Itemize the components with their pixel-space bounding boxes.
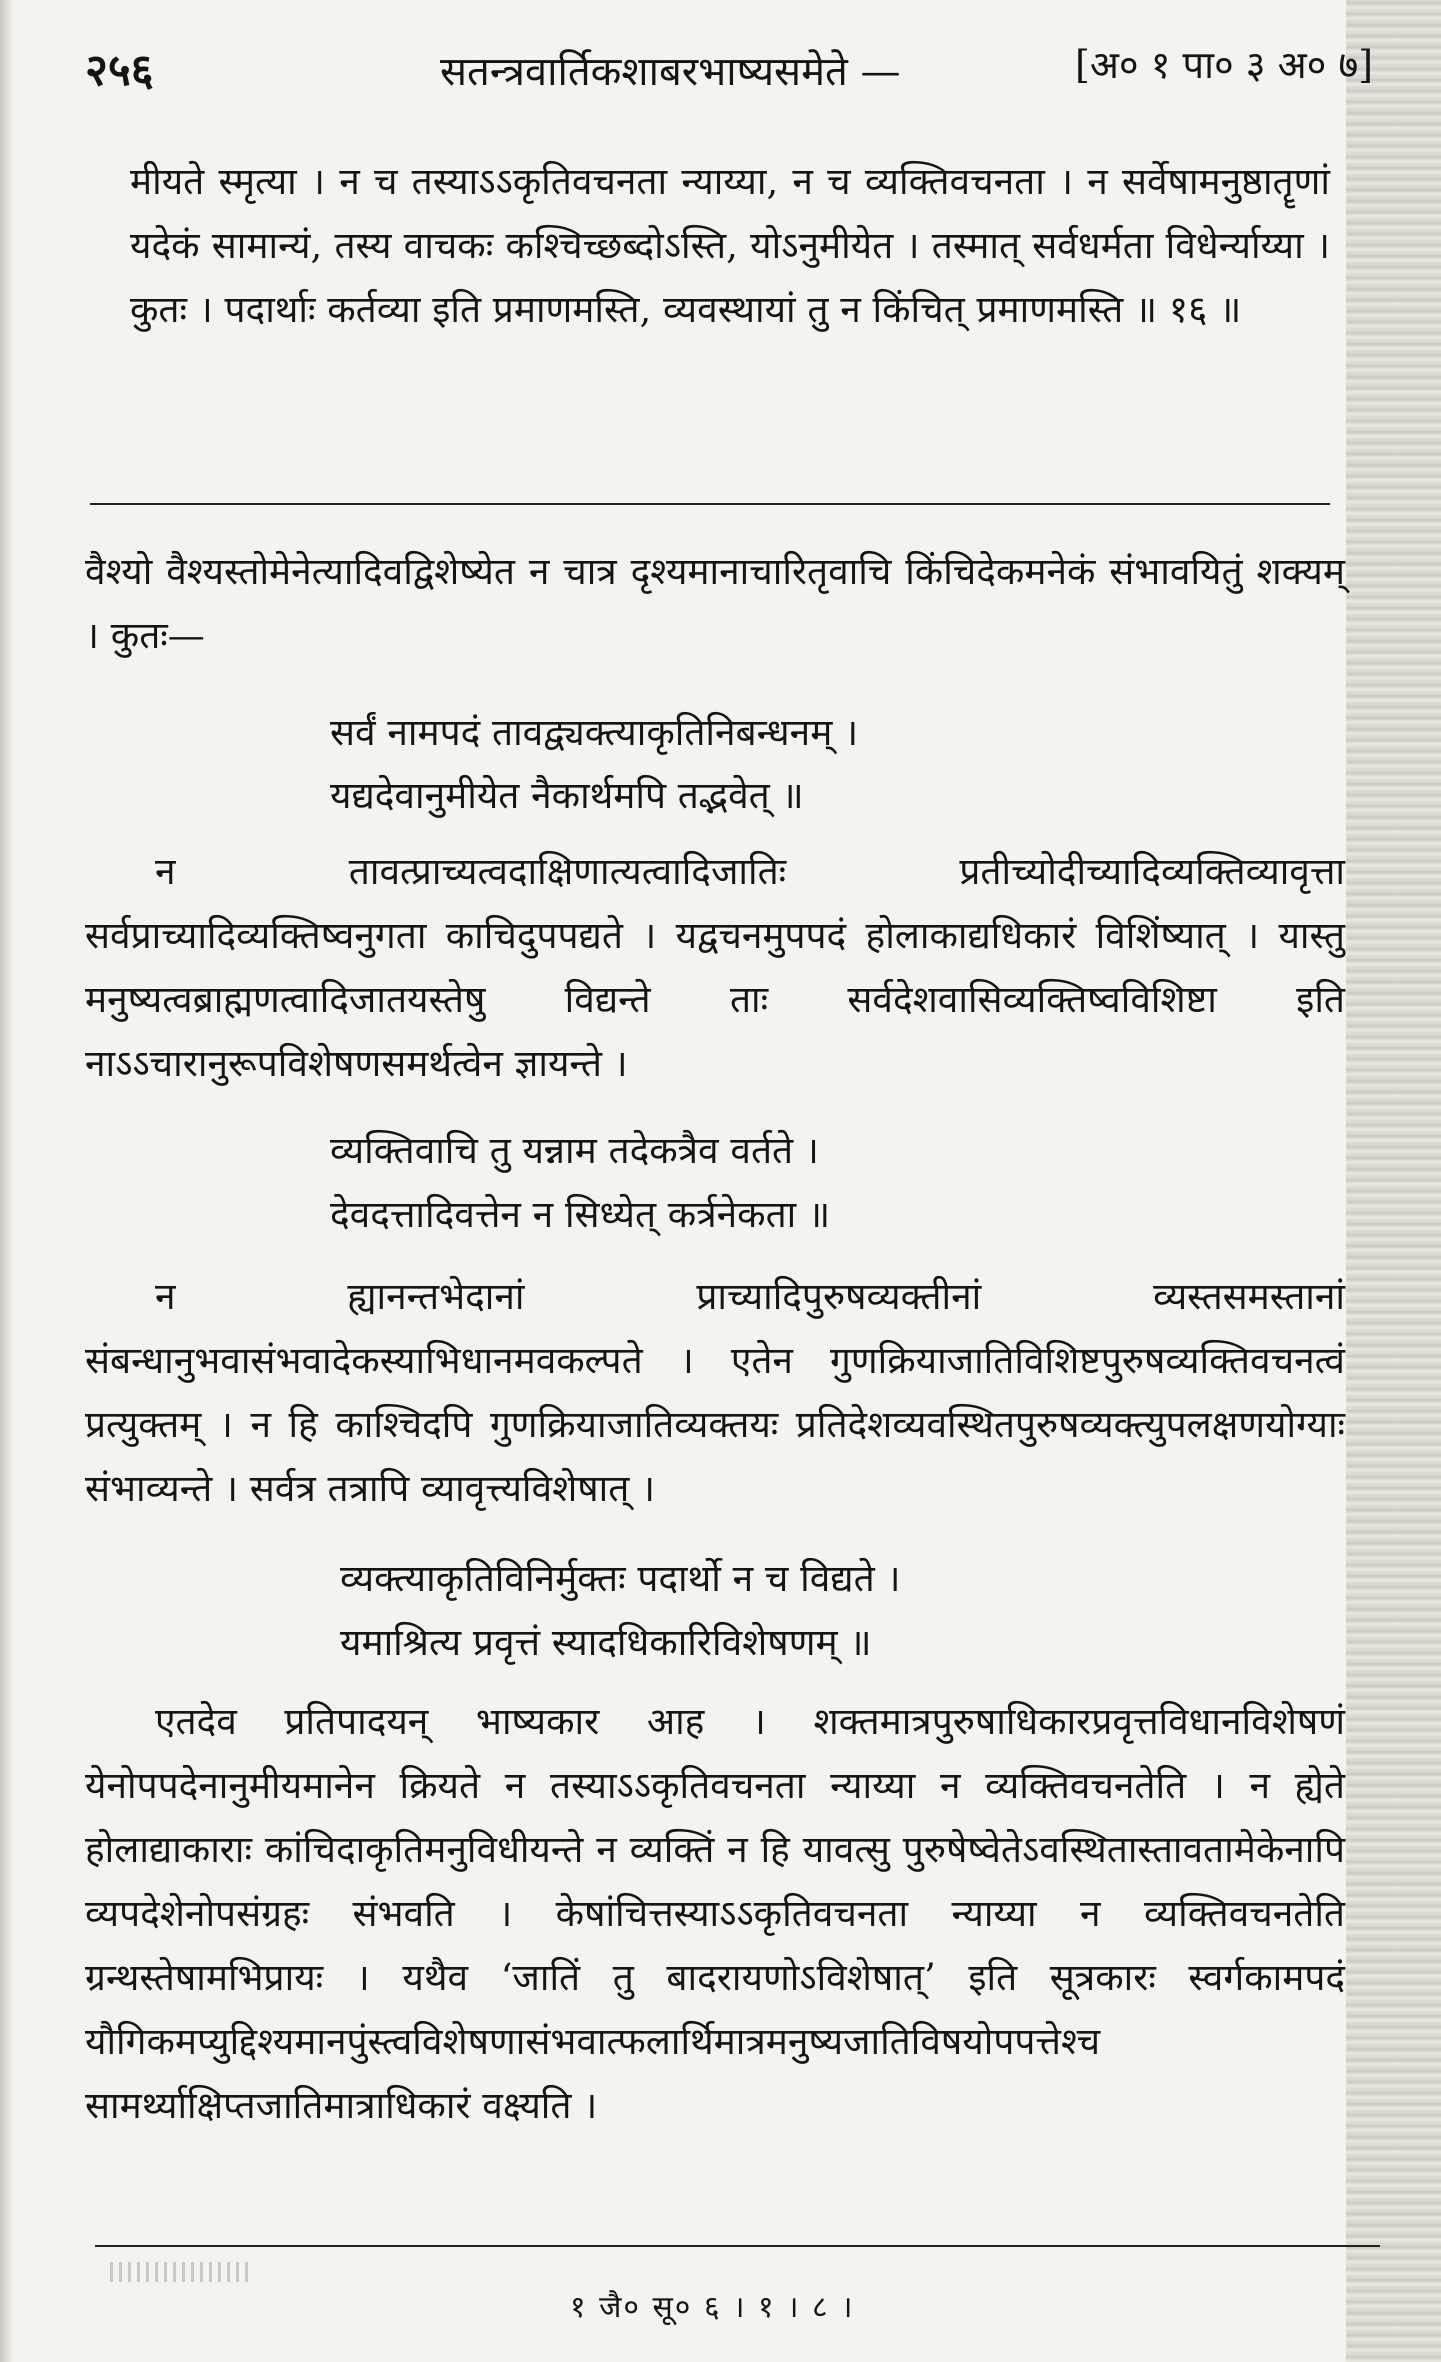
commentary-paragraph-4: एतदेव प्रतिपादयन् भाष्यकार आह । शक्तमात्रपुरुषाधिकारप्रवृत्तविधानविशेषणं येनोपपदेनानुमीयमानेन क्रियते न तस्याऽऽकृतिवचनता न्याय्या न व्यक्तिवचनतेति । न ह्येते होलाद्याकाराः कांचिदाकृतिमनुविधीयन्ते न व्यक्तिं न हि यावत्सु पुरुषेष्वेतेऽवस्थितास्तावतामेकेनापि व्यपदेशेनोपसंग्रहः संभवति । केषांचित्तस्याऽऽकृतिवचनता न्याय्या न व्यक्तिवचनतेति ग्रन्थस्तेषामभिप्रायः । यथैव ‘जातिं तु बादरायणोऽविशेषात्’ इति सूत्रकारः स्वर्गकामपदं यौगिकमप्युद्दिश्यमानपुंस्त्वविशेषणासंभवात्फलार्थिमात्रमनुष्यजातिविषयोपपत्तेश्च सामर्थ्याक्षिप्तजातिमात्राधिकारं वक्ष्यति । bbox=[85, 1700, 1345, 2127]
verse-2-line-1: व्यक्तिवाचि तु यन्नाम तदेकत्रैव वर्तते । bbox=[330, 1129, 819, 1172]
section-divider bbox=[90, 503, 1330, 505]
running-title: सतन्त्रवार्तिकशाबरभाष्यसमेते — bbox=[440, 49, 901, 95]
verse-1-line-1: सर्वं नामपदं तावद्व्यक्त्याकृतिनिबन्धनम् । bbox=[330, 711, 859, 754]
page-number: २५६ bbox=[85, 45, 154, 96]
commentary-paragraph-2: न तावत्प्राच्यत्वदाक्षिणात्यत्वादिजातिः प्रतीच्योदीच्यादिव्यक्तिव्यावृत्ता सर्वप्राच्यादिव्यक्तिष्वनुगता काचिदुपपद्यते । यद्वचनमुपपदं होलाकाद्यधिकारं विशिंष्यात् । यास्तु मनुष्यत्वब्राह्मणत्वादिजातयस्तेषु विद्यन्ते ताः सर्वदेशवासिव्यक्तिष्वविशिष्टा इति नाऽऽचारानुरूपविशेषणसमर्थत्वेन ज्ञायन्ते । bbox=[85, 850, 1345, 1085]
footnote-divider bbox=[95, 2245, 1380, 2247]
commentary-paragraph-3: न ह्यानन्तभेदानां प्राच्यादिपुरुषव्यक्तीनां व्यस्तसमस्तानां संबन्धानुभवासंभवादेकस्याभिधानमवकल्पते । एतेन गुणक्रियाजातिविशिष्टपुरुषव्यक्तिवचनत्वं प्रत्युक्तम् । न हि काश्चिदपि गुणक्रियाजातिव्यक्तयः प्रतिदेशव्यवस्थितपुरुषव्यक्त्युपलक्षणयोग्याः संभाव्यन्ते । सर्वत्र तत्रापि व्यावृत्त्यविशेषात् । bbox=[85, 1275, 1345, 1510]
verse-3-line-1: व्यक्त्याकृतिविनिर्मुक्तः पदार्थो न च विद्यते । bbox=[340, 1557, 901, 1600]
page-edge-noise bbox=[1346, 0, 1441, 2362]
page-header bbox=[85, 30, 1385, 100]
footnote-reference: १ जै० सू० ६ । १ । ८ । bbox=[570, 2290, 855, 2325]
commentary-paragraph-1: वैश्यो वैश्यस्तोमेनेत्यादिवद्विशेष्येत न चात्र दृश्यमानाचारितृवाचि किंचिदेकमनेकं संभावयितुं शक्यम् । कुतः— bbox=[85, 550, 1345, 657]
scan-speckle bbox=[110, 2262, 250, 2282]
section-reference: [अ० १ पा० ३ अ० ७] bbox=[1075, 43, 1374, 87]
binding-shadow bbox=[0, 0, 14, 2362]
bhashya-text: मीयते स्मृत्या । न च तस्याऽऽकृतिवचनता न्याय्या, न च व्यक्तिवचनता । न सर्वेषामनुष्ठातॄणां यदेकं सामान्यं, तस्य वाचकः कश्चिच्छब्दोऽस्ति, योऽनुमीयेत । तस्मात् सर्वधर्मता विधेर्न्याय्या । कुतः । पदार्थाः कर्तव्या इति प्रमाणमस्ति, व्यवस्थायां तु न किंचित् प्रमाणमस्ति ॥ १६ ॥ bbox=[130, 160, 1330, 331]
verse-2-line-2: देवदत्तादिवत्तेन न सिध्येत् कर्त्रनेकता ॥ bbox=[330, 1193, 831, 1236]
verse-3-line-2: यमाश्रित्य प्रवृत्तं स्यादधिकारिविशेषणम् ॥ bbox=[340, 1621, 872, 1664]
verse-1-line-2: यद्यदेवानुमीयेत नैकार्थमपि तद्भवेत् ॥ bbox=[330, 774, 804, 817]
